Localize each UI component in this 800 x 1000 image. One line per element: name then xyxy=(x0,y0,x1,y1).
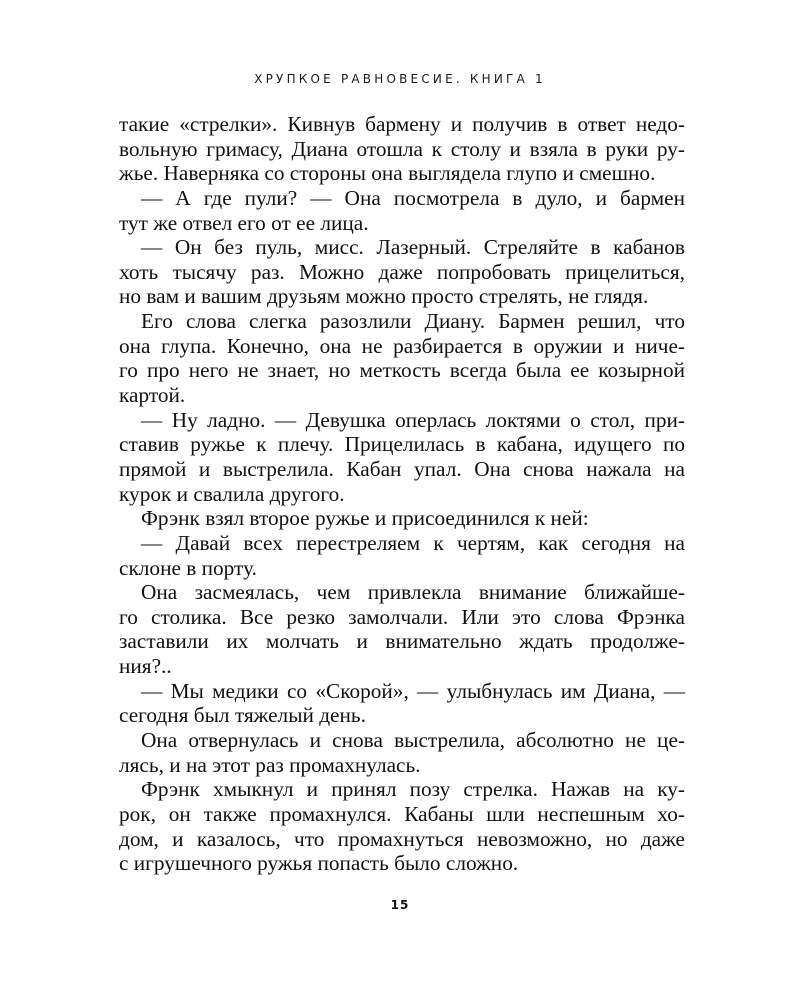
text-line: хоть тысячу раз. Можно даже попробовать прицелиться, xyxy=(119,259,685,284)
text-line: с игрушечного ружья попасть было сложно. xyxy=(119,851,519,876)
text-line: — Мы медики со «Скорой», — улыбнулась им Диана, — xyxy=(141,678,685,703)
text-line: — А где пули? — Она посмотрела в дуло, и бармен xyxy=(141,185,685,210)
text-line: тут же отвел его от ее лица. xyxy=(119,210,369,235)
text-line: Его слова слегка разозлили Диану. Бармен решил, что xyxy=(141,309,685,334)
text-line: вольную гримасу, Диана отошла к столу и взяла в руки ру- xyxy=(119,136,685,161)
text-line: лясь, и на этот раз промахнулась. xyxy=(119,752,421,777)
text-line: она глупа. Конечно, она не разбирается в оружии и ниче- xyxy=(119,333,685,358)
text-line: но вам и вашим друзьям можно просто стрелять, не глядя. xyxy=(119,284,649,309)
page-number: 15 xyxy=(390,898,410,912)
text-line: — Он без пуль, мисс. Лазерный. Стреляйте в кабанов xyxy=(141,235,685,260)
text-line: дом, и казалось, что промахнуться невозможно, но даже xyxy=(119,826,685,851)
text-line: го про него не знает, но меткость всегда была ее козырной xyxy=(119,358,685,383)
text-line: Фрэнк хмыкнул и принял позу стрелка. Нажав на ку- xyxy=(141,777,685,802)
text-line: Она отвернулась и снова выстрелила, абсолютно не це- xyxy=(141,728,685,753)
text-line: склоне в порту. xyxy=(119,555,257,580)
text-line: Она засмеялась, чем привлекла внимание ближайше- xyxy=(141,580,685,605)
text-line: рок, он также промахнулся. Кабаны шли неспешным хо- xyxy=(119,801,685,826)
text-line: картой. xyxy=(119,383,186,408)
text-line: сегодня был тяжелый день. xyxy=(119,703,366,728)
text-line: — Давай всех перестреляем к чертям, как сегодня на xyxy=(141,530,685,555)
text-line: го столика. Все резко замолчали. Или это слова Фрэнка xyxy=(119,604,685,629)
text-line: — Ну ладно. — Девушка оперлась локтями о стол, при- xyxy=(141,407,685,432)
text-line: Фрэнк взял второе ружье и присоединился к ней: xyxy=(141,506,589,531)
text-line: ставив ружье к плечу. Прицелилась в кабана, идущего по xyxy=(119,432,685,457)
text-line: такие «стрелки». Кивнув бармену и получив в ответ недо- xyxy=(119,112,685,136)
text-line: жье. Наверняка со стороны она выглядела глупо и смешно. xyxy=(119,161,656,186)
text-line: прямой и выстрелила. Кабан упал. Она снова нажала на xyxy=(119,456,685,481)
body-text xyxy=(119,112,685,876)
running-head-title: ХРУПКОЕ РАВНОВЕСИЕ. КНИГА 1 xyxy=(254,72,546,86)
text-line: ния?.. xyxy=(119,654,172,679)
text-line: заставили их молчать и внимательно ждать продолже- xyxy=(119,629,685,654)
text-line: курок и свалила другого. xyxy=(119,481,345,506)
